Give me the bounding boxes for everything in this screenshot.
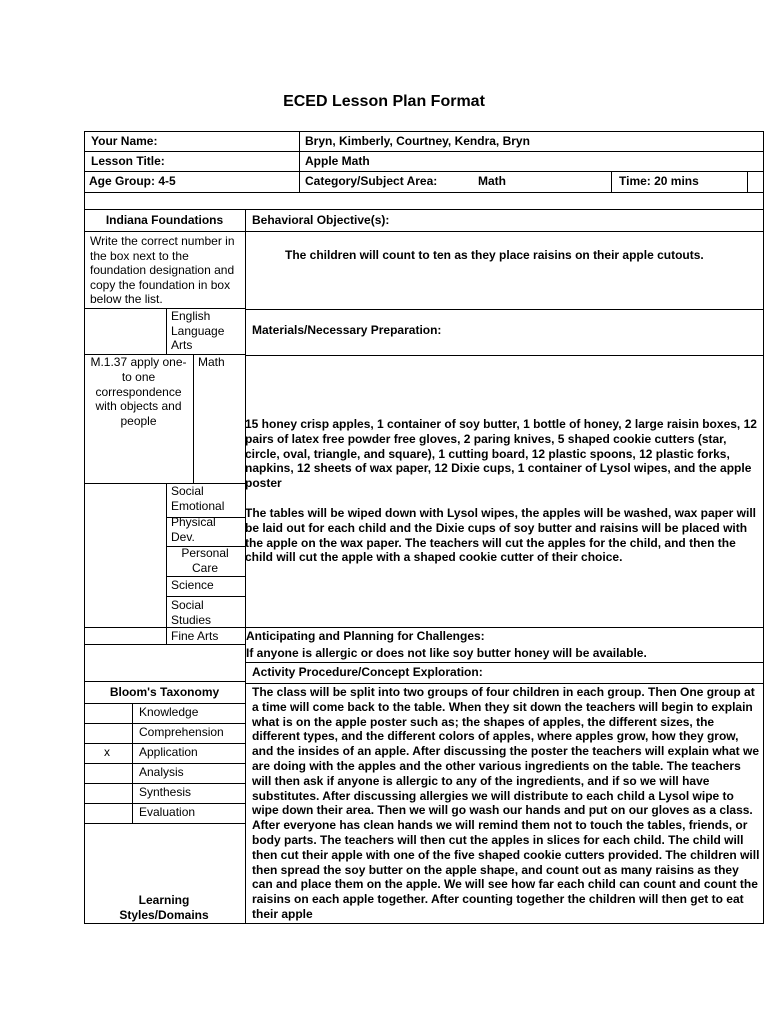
english-language-arts-label: English Language Arts <box>171 309 225 353</box>
age-group: Age Group: 4-5 <box>89 174 176 188</box>
preparation-text: The tables will be wiped down with Lysol wipes, the apples will be washed, wax paper will be laid out for each child and the Dixie cups of soy butter and raisins will be placed with the apple on the wax paper. The teachers will cut the apples for the child, and then the child will cut the apple with a shaped cookie cutter of their choice. <box>245 506 756 565</box>
blooms-item-analysis: Analysis <box>139 765 184 779</box>
science-label: Science <box>171 578 214 592</box>
objective-text: The children will count to ten as they place raisins on their apple cutouts. <box>285 248 704 262</box>
your-name-value: Bryn, Kimberly, Courtney, Kendra, Bryn <box>305 134 530 148</box>
blooms-item-application: Application <box>139 745 198 759</box>
procedure-text: The class will be split into two groups of four children in each group. Then One group at a time will come back to the table. When they sit down the teachers will begin to explain what is on the apple poster such as; the shapes of apples, the different sizes, the different types, and the different colors of apples, where apples grow, how they grow, and the insides of an apple. After discussing the poster the teachers will explain what we are doing with the apples and the other various ingredients on the table. The teachers will then ask if anyone is allergic to any of the ingredients, and if so we will have substitutes. After discussing allergies we will distribute to each child a Lysol wipe to wipe down their area. Then we will go wash our hands and put on our gloves as a class. After everyone has clean hands we will remind them not to touch the tables, friends, or body parts. The teachers will then cut the apples in slices for each child. The child will then cut their apple with one of the five shaped cookie cutters provided. The children will then spread the soy butter on the apple shape, and count out as many raisins as they can and place them on the apple. We will see how far each child can count and count the raisins on each apple together. After counting together the children will then get to eat their apple <box>252 685 760 921</box>
document-title: ECED Lesson Plan Format <box>283 93 485 110</box>
category-value: Math <box>478 174 506 188</box>
indiana-foundations-heading: Indiana Foundations <box>105 213 224 227</box>
blooms-item-synthesis: Synthesis <box>139 785 192 799</box>
social-studies-label: Social Studies <box>171 598 212 627</box>
challenges-text: If anyone is allergic or does not like soy butter honey will be available. <box>246 646 647 660</box>
fine-arts-label: Fine Arts <box>171 629 219 643</box>
math-label: Math <box>198 355 225 369</box>
blooms-taxonomy-heading: Bloom's Taxonomy <box>109 685 220 699</box>
category-label: Category/Subject Area: <box>305 174 438 188</box>
time-value: Time: 20 mins <box>619 174 699 188</box>
challenges-heading: Anticipating and Planning for Challenges: <box>246 629 485 643</box>
blooms-mark-application: x <box>104 745 110 759</box>
blooms-item-comprehension: Comprehension <box>139 725 224 739</box>
social-emotional-label: Social Emotional <box>171 484 225 513</box>
materials-list: 15 honey crisp apples, 1 container of soy butter, 1 bottle of honey, 2 large raisin boxes, 12 pairs of latex free powder free gloves, 2 paring knives, 5 shaped cookie cutters (star, circle, oval, triangle, and square), 1 cutting board, 12 plastic spoons, 12 plastic forks, napkins, 12 sheets of wax paper, 12 Dixie cups, 1 container of Lysol wipes, and the apple poster <box>245 417 757 491</box>
procedure-heading: Activity Procedure/Concept Exploration: <box>252 665 483 679</box>
lesson-title-value: Apple Math <box>305 154 370 168</box>
learning-styles-label: Learning Styles/Domains <box>119 893 209 922</box>
blooms-item-knowledge: Knowledge <box>139 705 199 719</box>
lesson-title-label: Lesson Title: <box>91 154 165 168</box>
math-foundation-entry: M.1.37 apply one- to one correspondence with objects and people <box>90 355 187 429</box>
your-name-label: Your Name: <box>91 134 158 148</box>
personal-care-label: Personal Care <box>181 546 229 575</box>
materials-heading: Materials/Necessary Preparation: <box>252 323 442 337</box>
blooms-item-evaluation: Evaluation <box>139 805 196 819</box>
foundations-instructions: Write the correct number in the box next to the foundation designation and copy the foundation in box below the list. <box>90 234 235 307</box>
physical-dev-label: Physical Dev. <box>171 515 216 544</box>
objective-heading: Behavioral Objective(s): <box>252 213 390 227</box>
